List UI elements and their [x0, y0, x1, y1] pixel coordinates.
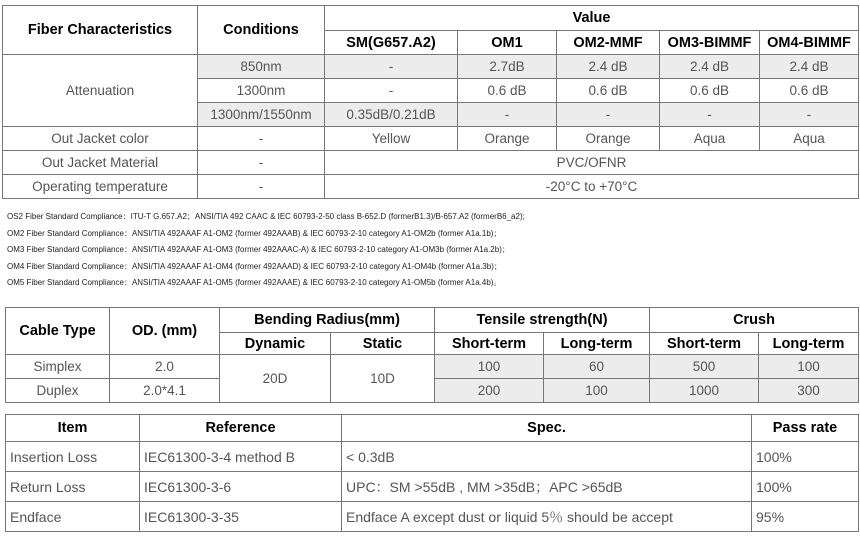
spec-cell: UPC：SM >55dB , MM >35dB；APC >65dB	[342, 472, 752, 502]
pass-rate-cell: 100%	[752, 442, 859, 472]
spec-cell: < 0.3dB	[342, 442, 752, 472]
jacket-material-value: PVC/OFNR	[325, 151, 859, 175]
cable-type-cell: Duplex	[6, 379, 110, 403]
header-conditions: Conditions	[198, 6, 325, 55]
crush-short-cell: 1000	[650, 379, 759, 403]
value-cell: Yellow	[325, 127, 458, 151]
header-od: OD. (mm)	[110, 308, 220, 355]
pass-rate-cell: 100%	[752, 472, 859, 502]
header-tensile-short-term: Short-term	[435, 333, 544, 355]
crush-short-cell: 500	[650, 355, 759, 379]
test-results-table	[5, 414, 859, 532]
table-row	[6, 472, 859, 502]
value-cell: 2.4 dB	[660, 55, 760, 79]
header-spec: Spec.	[342, 415, 752, 442]
condition-cell: 1300nm	[198, 79, 325, 103]
reference-cell: IEC61300-3-35	[140, 502, 342, 532]
value-cell: Aqua	[760, 127, 859, 151]
header-dynamic: Dynamic	[220, 333, 331, 355]
table-row	[6, 442, 859, 472]
header-reference: Reference	[140, 415, 342, 442]
bending-static-cell: 10D	[331, 355, 435, 403]
value-cell: -	[325, 79, 458, 103]
crush-long-cell: 100	[759, 355, 859, 379]
pass-rate-cell: 95%	[752, 502, 859, 532]
value-cell: 0.35dB/0.21dB	[325, 103, 458, 127]
header-type-om2: OM2-MMF	[557, 31, 660, 55]
header-tensile-long-term: Long-term	[544, 333, 650, 355]
value-cell: -	[660, 103, 760, 127]
value-cell: 0.6 dB	[660, 79, 760, 103]
value-cell: -	[458, 103, 557, 127]
value-cell: Aqua	[660, 127, 760, 151]
header-type-om3: OM3-BIMMF	[660, 31, 760, 55]
item-cell: Endface	[6, 502, 140, 532]
value-cell: 2.4 dB	[557, 55, 660, 79]
header-tensile-strength: Tensile strength(N)	[435, 308, 650, 333]
value-cell: -	[325, 55, 458, 79]
od-cell: 2.0	[110, 355, 220, 379]
header-cable-type: Cable Type	[6, 308, 110, 355]
header-crush-short-term: Short-term	[650, 333, 759, 355]
condition-cell: -	[198, 175, 325, 199]
table-row	[3, 151, 859, 175]
compliance-note: OM3 Fiber Standard Compliance：ANSI/TIA 492AAAF A1-OM3 (former 492AAAC-A) & IEC 60793-2-10 category A1-OM3b (former A1a.2b)；	[7, 245, 510, 254]
fiber-characteristics-table	[2, 5, 859, 199]
attenuation-label: Attenuation	[3, 55, 198, 127]
jacket-color-label: Out Jacket color	[3, 127, 198, 151]
tensile-long-cell: 60	[544, 355, 650, 379]
od-cell: 2.0*4.1	[110, 379, 220, 403]
item-cell: Return Loss	[6, 472, 140, 502]
tensile-long-cell: 100	[544, 379, 650, 403]
value-cell: -	[760, 103, 859, 127]
reference-cell: IEC61300-3-6	[140, 472, 342, 502]
value-cell: 0.6 dB	[458, 79, 557, 103]
operating-temperature-label: Operating temperature	[3, 175, 198, 199]
compliance-note: OM2 Fiber Standard Compliance：ANSI/TIA 492AAAF A1-OM2 (former 492AAAB) & IEC 60793-2-10 category A1-OM2b (former A1a.1b)；	[7, 228, 502, 238]
header-pass-rate: Pass rate	[752, 415, 859, 442]
tensile-short-cell: 200	[435, 379, 544, 403]
tensile-short-cell: 100	[435, 355, 544, 379]
header-type-om4: OM4-BIMMF	[760, 31, 859, 55]
table-row	[3, 175, 859, 199]
value-cell: 0.6 dB	[557, 79, 660, 103]
cable-mechanical-table	[5, 307, 859, 403]
cable-type-cell: Simplex	[6, 355, 110, 379]
compliance-note: OS2 Fiber Standard Compliance：ITU-T G.657.A2；ANSI/TIA 492 CAAC & IEC 60793-2-50 class B-652.D (formerB1.3)/B-657.A2 (formerB6_a2);	[7, 212, 525, 221]
spec-cell: Endface A except dust or liquid 5％ should be accept	[342, 502, 752, 532]
operating-temperature-value: -20°C to +70°C	[325, 175, 859, 199]
compliance-notes	[7, 209, 525, 292]
jacket-material-label: Out Jacket Material	[3, 151, 198, 175]
condition-cell: 1300nm/1550nm	[198, 103, 325, 127]
header-type-om1: OM1	[458, 31, 557, 55]
value-cell: Orange	[458, 127, 557, 151]
value-cell: Orange	[557, 127, 660, 151]
header-item: Item	[6, 415, 140, 442]
value-cell: 2.7dB	[458, 55, 557, 79]
header-bending-radius: Bending Radius(mm)	[220, 308, 435, 333]
bending-dynamic-cell: 20D	[220, 355, 331, 403]
item-cell: Insertion Loss	[6, 442, 140, 472]
header-crush: Crush	[650, 308, 859, 333]
table-row	[6, 355, 859, 379]
value-cell: 2.4 dB	[760, 55, 859, 79]
condition-cell: -	[198, 151, 325, 175]
header-value: Value	[325, 6, 859, 31]
crush-long-cell: 300	[759, 379, 859, 403]
condition-cell: -	[198, 127, 325, 151]
table-row	[3, 127, 859, 151]
compliance-note: OM5 Fiber Standard Compliance：ANSI/TIA 492AAAF A1-OM5 (former 492AAAE) & IEC 60793-2-10 category A1-OM5b (former A1a.4b)。	[7, 278, 502, 287]
condition-cell: 850nm	[198, 55, 325, 79]
value-cell: 0.6 dB	[760, 79, 859, 103]
header-crush-long-term: Long-term	[759, 333, 859, 355]
table-row	[3, 55, 859, 79]
header-type-sm: SM(G657.A2)	[325, 31, 458, 55]
compliance-note: OM4 Fiber Standard Compliance：ANSI/TIA 492AAAF A1-OM4 (former 492AAAD) & IEC 60793-2-10 category A1-OM4b (former A1a.3b)；	[7, 261, 502, 271]
value-cell: -	[557, 103, 660, 127]
table-row	[6, 502, 859, 532]
reference-cell: IEC61300-3-4 method B	[140, 442, 342, 472]
header-static: Static	[331, 333, 435, 355]
header-fiber-characteristics: Fiber Characteristics	[3, 6, 198, 55]
